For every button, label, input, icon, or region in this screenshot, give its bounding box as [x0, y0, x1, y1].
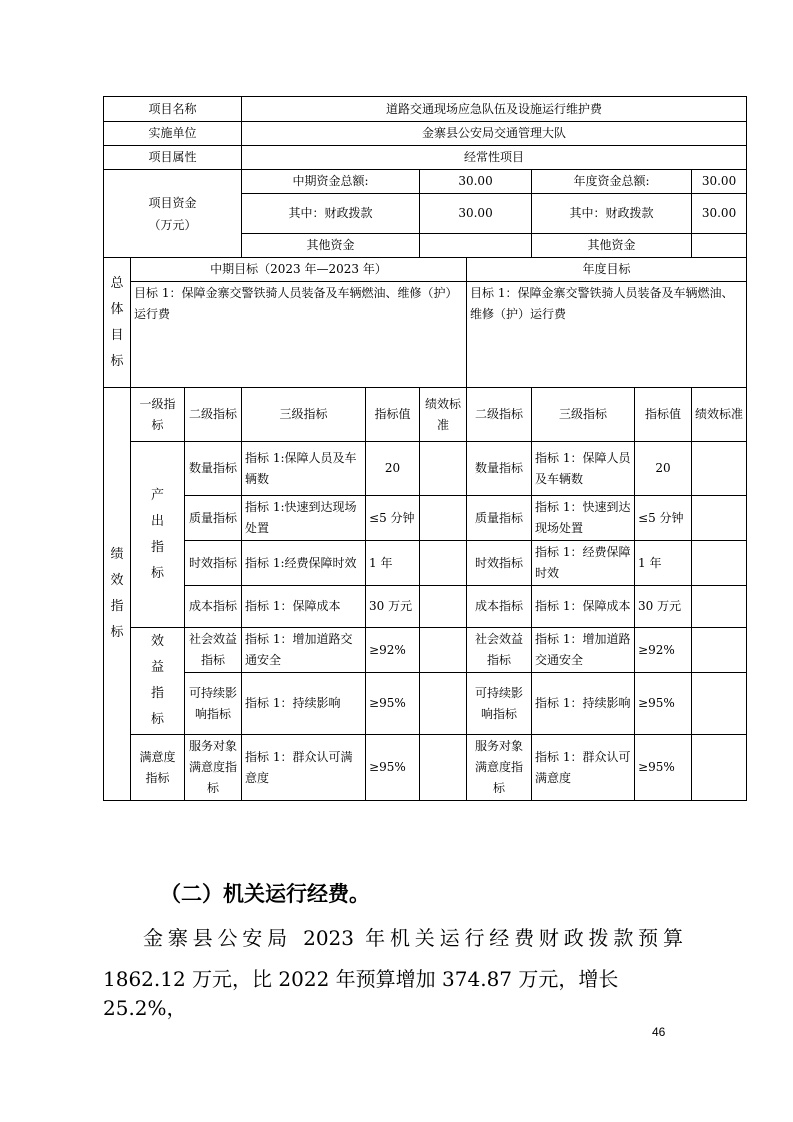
row-l2-year: 社会效益指标 — [467, 628, 532, 673]
header-standard-year: 绩效标准 — [692, 388, 747, 442]
output-group: 产出指标 — [131, 442, 185, 628]
row-l3: 指标 1:保障人员及车辆数 — [242, 442, 366, 496]
row-l2: 可持续影响指标 — [185, 673, 242, 735]
row-value-year: 30 万元 — [635, 586, 692, 628]
row-standard — [420, 586, 467, 628]
row-l3: 指标 1:快速到达现场处置 — [242, 496, 366, 541]
row-standard — [420, 673, 467, 735]
mid-fiscal-value: 30.00 — [420, 194, 532, 234]
row-standard — [420, 442, 467, 496]
mid-other-label: 其他资金 — [242, 234, 420, 258]
year-goal-text: 目标 1：保障金寨交警铁骑人员装备及车辆燃油、维修（护）运行费 — [467, 282, 747, 388]
row-l3: 指标 1：持续影响 — [242, 673, 366, 735]
section-title: （二）机关运行经费。 — [160, 882, 370, 906]
project-name: 道路交通现场应急队伍及设施运行维护费 — [242, 97, 747, 122]
row-standard — [420, 735, 467, 801]
header-value: 指标值 — [366, 388, 420, 442]
year-total-value: 30.00 — [692, 170, 747, 194]
row-l3-year: 指标 1：增加道路交通安全 — [532, 628, 635, 673]
row-l3-year: 指标 1：快速到达现场处置 — [532, 496, 635, 541]
row-l2-year: 成本指标 — [467, 586, 532, 628]
mid-fiscal-label: 其中：财政拨款 — [242, 194, 420, 234]
mid-total-label: 中期资金总额: — [242, 170, 420, 194]
attr-label: 项目属性 — [104, 146, 242, 170]
row-standard-year — [692, 586, 747, 628]
project-performance-table — [103, 96, 747, 801]
unit-value: 金寨县公安局交通管理大队 — [242, 122, 747, 146]
row-l3: 指标 1：增加道路交通安全 — [242, 628, 366, 673]
row-value-year: 1 年 — [635, 541, 692, 586]
row-standard-year — [692, 541, 747, 586]
row-value-year: ≥95% — [635, 735, 692, 801]
row-standard-year — [692, 496, 747, 541]
row-l2: 服务对象满意度指标 — [185, 735, 242, 801]
row-l3-year: 指标 1：持续影响 — [532, 673, 635, 735]
row-value: ≤5 分钟 — [366, 496, 420, 541]
row-l3-year: 指标 1：保障人员及车辆数 — [532, 442, 635, 496]
row-l2-year: 时效指标 — [467, 541, 532, 586]
row-value: 30 万元 — [366, 586, 420, 628]
year-other-label: 其他资金 — [532, 234, 692, 258]
funds-label: 项目资金 （万元） — [104, 170, 242, 258]
row-value: ≥92% — [366, 628, 420, 673]
satisfaction-group: 满意度指标 — [131, 735, 185, 801]
row-value: ≥95% — [366, 673, 420, 735]
row-l2: 成本指标 — [185, 586, 242, 628]
row-l2-year: 数量指标 — [467, 442, 532, 496]
row-standard-year — [692, 442, 747, 496]
row-standard — [420, 628, 467, 673]
row-l3-year: 指标 1：群众认可满意度 — [532, 735, 635, 801]
year-other-value — [692, 234, 747, 258]
header-standard: 绩效标准 — [420, 388, 467, 442]
paragraph-line-1: 金寨县公安局 2023 年机关运行经费财政拨款预算 — [143, 926, 683, 950]
row-l3: 指标 1：群众认可满意度 — [242, 735, 366, 801]
year-fiscal-value: 30.00 — [692, 194, 747, 234]
row-value-year: ≤5 分钟 — [635, 496, 692, 541]
row-l2: 质量指标 — [185, 496, 242, 541]
row-standard — [420, 541, 467, 586]
row-value-year: 20 — [635, 442, 692, 496]
row-standard — [420, 496, 467, 541]
mid-goal-header: 中期目标（2023 年—2023 年） — [131, 258, 467, 282]
row-l3: 指标 1：保障成本 — [242, 586, 366, 628]
header-value-year: 指标值 — [635, 388, 692, 442]
page-number: 46 — [652, 1025, 666, 1039]
mid-goal-text: 目标 1：保障金寨交警铁骑人员装备及车辆燃油、维修（护）运行费 — [131, 282, 467, 388]
row-l3: 指标 1:经费保障时效 — [242, 541, 366, 586]
project-name-label: 项目名称 — [104, 97, 242, 122]
paragraph-line-2: 1862.12 万元，比 2022 年预算增加 374.87 万元，增长 25.2%， — [103, 967, 619, 1020]
row-value: ≥95% — [366, 735, 420, 801]
mid-other-value — [420, 234, 532, 258]
row-value-year: ≥92% — [635, 628, 692, 673]
perf-label: 绩效指标 — [104, 388, 131, 801]
row-value: 20 — [366, 442, 420, 496]
row-standard-year — [692, 735, 747, 801]
row-standard-year — [692, 673, 747, 735]
row-l2: 时效指标 — [185, 541, 242, 586]
row-l2: 数量指标 — [185, 442, 242, 496]
header-level1: 一级指标 — [131, 388, 185, 442]
attr-value: 经常性项目 — [242, 146, 747, 170]
header-level3-year: 三级指标 — [532, 388, 635, 442]
row-l2-year: 服务对象满意度指标 — [467, 735, 532, 801]
year-goal-header: 年度目标 — [467, 258, 747, 282]
row-standard-year — [692, 628, 747, 673]
row-l3-year: 指标 1：经费保障时效 — [532, 541, 635, 586]
mid-total-value: 30.00 — [420, 170, 532, 194]
year-total-label: 年度资金总额: — [532, 170, 692, 194]
year-fiscal-label: 其中：财政拨款 — [532, 194, 692, 234]
unit-label: 实施单位 — [104, 122, 242, 146]
row-l2: 社会效益指标 — [185, 628, 242, 673]
header-level2-year: 二级指标 — [467, 388, 532, 442]
goals-label: 总体目标 — [104, 258, 131, 388]
row-value-year: ≥95% — [635, 673, 692, 735]
row-l2-year: 可持续影响指标 — [467, 673, 532, 735]
header-level3: 三级指标 — [242, 388, 366, 442]
benefit-group: 效益指标 — [131, 628, 185, 735]
header-level2: 二级指标 — [185, 388, 242, 442]
row-value: 1 年 — [366, 541, 420, 586]
row-l2-year: 质量指标 — [467, 496, 532, 541]
row-l3-year: 指标 1：保障成本 — [532, 586, 635, 628]
